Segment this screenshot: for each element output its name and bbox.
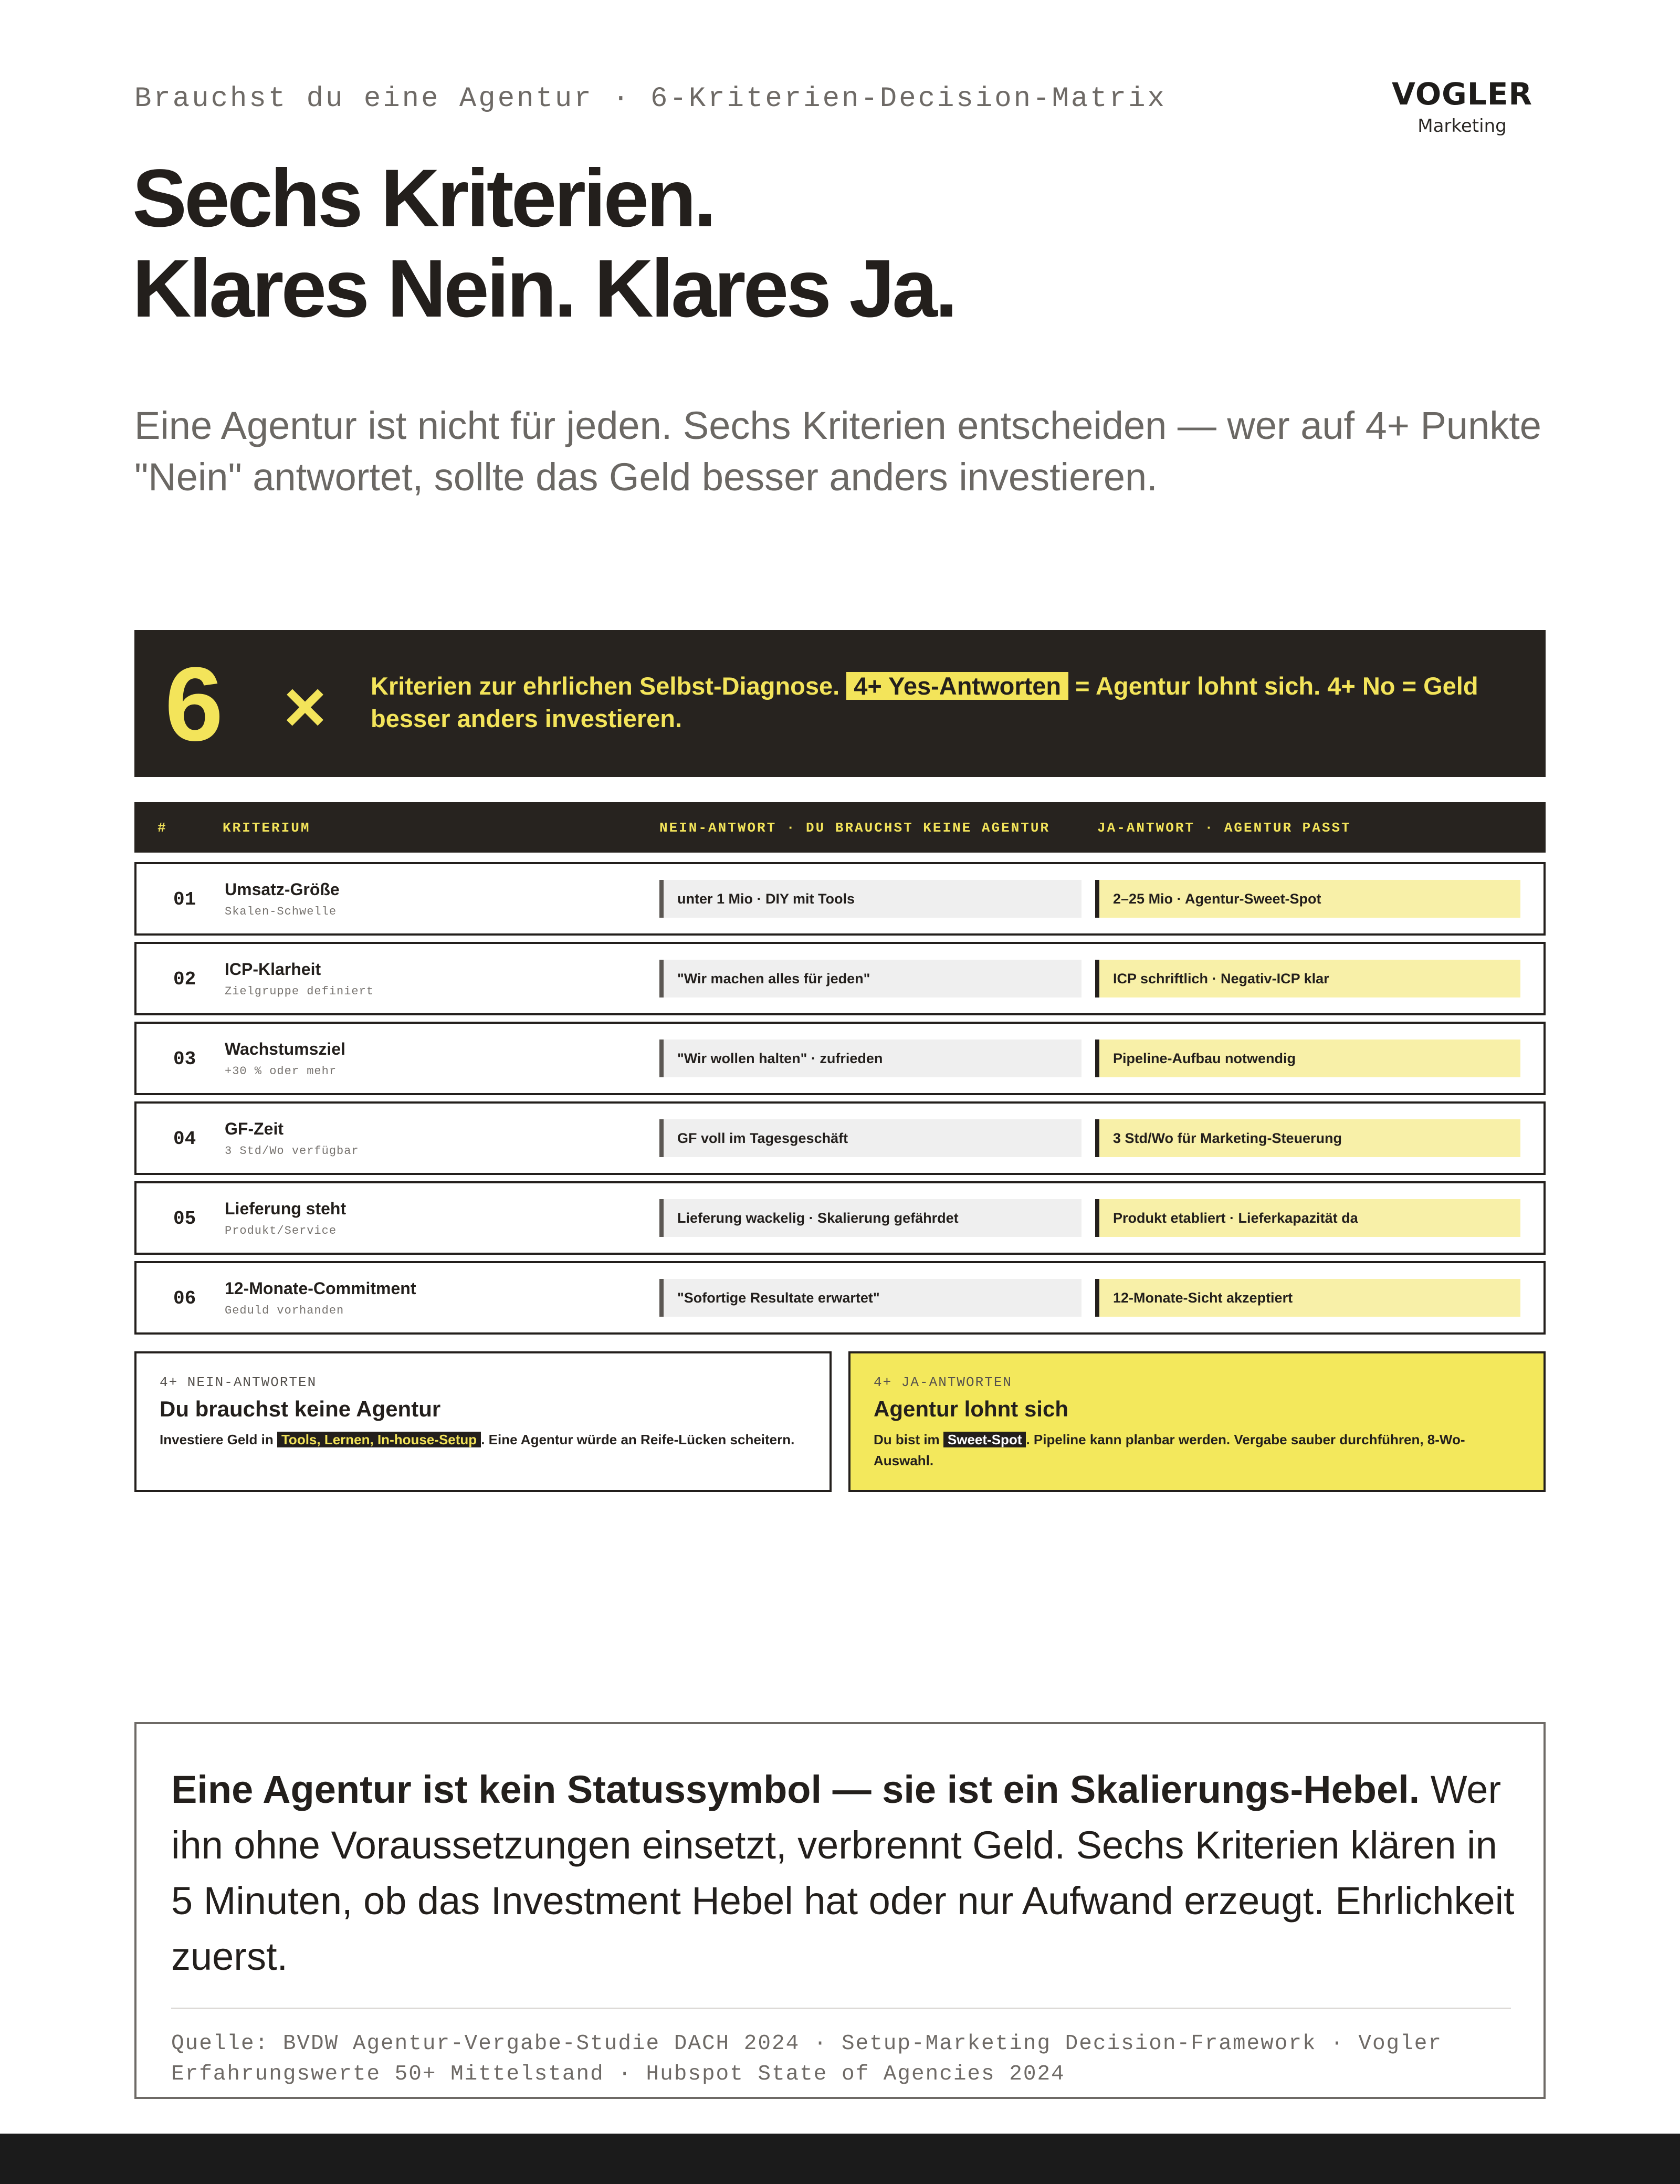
row-number: 05 xyxy=(173,1208,196,1230)
row-subtitle: Geduld vorhanden xyxy=(225,1304,344,1317)
times-icon: × xyxy=(284,665,327,748)
result-no-kicker: 4+ NEIN-ANTWORTEN xyxy=(160,1374,317,1390)
yes-answer-cell: 2–25 Mio · Agentur-Sweet-Spot xyxy=(1095,880,1520,918)
no-answer-cell: unter 1 Mio · DIY mit Tools xyxy=(659,880,1082,918)
yes-answer-cell: Pipeline-Aufbau notwendig xyxy=(1095,1040,1520,1077)
row-number: 03 xyxy=(173,1048,196,1070)
page-title xyxy=(132,153,955,334)
source-note: Quelle: BVDW Agentur-Vergabe-Studie DACH 2024 · Setup-Marketing Decision-Framework · Vogler Erfahrungswerte 50+ Mittelstand · Hubspot State of Agencies 2024 xyxy=(171,2032,1442,2086)
row-number: 01 xyxy=(173,889,196,910)
criteria-banner xyxy=(134,630,1546,777)
lead-paragraph: Eine Agentur ist nicht für jeden. Sechs Kriterien entscheiden — wer auf 4+ Punkte "Nein" antwortet, sollte das Geld besser anders investieren. xyxy=(134,404,1541,499)
result-yes-body xyxy=(874,1429,1520,1471)
header-no: NEIN-ANTWORT · DU BRAUCHST KEINE AGENTUR xyxy=(659,820,1051,836)
brand-logo xyxy=(1376,76,1549,136)
logo-wordmark: VOGLER xyxy=(1391,76,1533,112)
row-subtitle: 3 Std/Wo verfügbar xyxy=(225,1144,359,1158)
result-card-yes xyxy=(848,1351,1546,1492)
table-row xyxy=(134,862,1546,936)
result-no-body xyxy=(160,1429,806,1450)
row-number: 06 xyxy=(173,1288,196,1309)
quote-divider xyxy=(171,2008,1511,2009)
quote-rest: Wer ihn ohne Voraussetzungen einsetzt, verbrennt Geld. Sechs Kriterien klären in 5 Minuten, ob das Investment Hebel hat oder nur Aufwand erzeugt. Ehrlichkeit zuerst. xyxy=(171,1768,1515,1978)
footer-bar xyxy=(0,2134,1680,2184)
no-answer-cell: "Sofortige Resultate erwartet" xyxy=(659,1279,1082,1317)
yes-answer-cell: Produkt etabliert · Lieferkapazität da xyxy=(1095,1199,1520,1237)
result-yes-body-before: Du bist im xyxy=(874,1432,943,1447)
title-line-2: Klares Nein. Klares Ja. xyxy=(132,243,956,334)
row-subtitle: Produkt/Service xyxy=(225,1224,337,1237)
no-answer-cell: GF voll im Tagesgeschäft xyxy=(659,1119,1082,1157)
table-row xyxy=(134,942,1546,1015)
row-title: Lieferung steht xyxy=(225,1199,346,1218)
row-title: Umsatz-Größe xyxy=(225,880,340,899)
result-no-body-after: . Eine Agentur würde an Reife-Lücken scheitern. xyxy=(481,1432,795,1447)
quote-strong: Eine Agentur ist kein Statussymbol — sie ist ein Skalierungs-Hebel. xyxy=(171,1768,1420,1811)
banner-number: 6 xyxy=(165,646,224,763)
no-answer-cell: "Wir machen alles für jeden" xyxy=(659,960,1082,998)
row-subtitle: +30 % oder mehr xyxy=(225,1065,337,1078)
row-number: 02 xyxy=(173,969,196,990)
header-yes: JA-ANTWORT · AGENTUR PASST xyxy=(1097,820,1351,836)
result-no-title: Du brauchst keine Agentur xyxy=(160,1396,441,1421)
no-answer-cell: Lieferung wackelig · Skalierung gefährdet xyxy=(659,1199,1082,1237)
quote-box xyxy=(134,1722,1546,2099)
yes-answer-cell: 12-Monate-Sicht akzeptiert xyxy=(1095,1279,1520,1317)
row-title: ICP-Klarheit xyxy=(225,960,321,979)
table-row xyxy=(134,1261,1546,1335)
result-no-highlight: Tools, Lernen, In-house-Setup xyxy=(277,1432,481,1447)
banner-text-before: Kriterien zur ehrlichen Selbst-Diagnose. xyxy=(371,672,840,700)
table-row xyxy=(134,1181,1546,1255)
page-kicker: Brauchst du eine Agentur · 6-Kriterien-Decision-Matrix xyxy=(134,83,1167,115)
row-subtitle: Skalen-Schwelle xyxy=(225,905,337,918)
header-criterion: KRITERIUM xyxy=(223,820,311,836)
result-yes-highlight: Sweet-Spot xyxy=(943,1432,1026,1447)
row-number: 04 xyxy=(173,1128,196,1150)
header-num: # xyxy=(158,820,167,836)
row-title: Wachstumsziel xyxy=(225,1040,345,1058)
result-yes-body-after: . Pipeline kann planbar werden. Vergabe sauber durchführen, 8-Wo-Auswahl. xyxy=(874,1432,1465,1468)
result-no-body-before: Investiere Geld in xyxy=(160,1432,277,1447)
table-header xyxy=(134,802,1546,853)
table-row xyxy=(134,1022,1546,1095)
row-title: 12-Monate-Commitment xyxy=(225,1279,416,1298)
row-subtitle: Zielgruppe definiert xyxy=(225,985,374,998)
title-line-1: Sechs Kriterien. xyxy=(132,153,714,244)
row-title: GF-Zeit xyxy=(225,1119,284,1138)
yes-answer-cell: 3 Std/Wo für Marketing-Steuerung xyxy=(1095,1119,1520,1157)
no-answer-cell: "Wir wollen halten" · zufrieden xyxy=(659,1040,1082,1077)
quote-text xyxy=(171,1762,1515,1984)
banner-text xyxy=(371,670,1505,735)
result-yes-kicker: 4+ JA-ANTWORTEN xyxy=(874,1374,1013,1390)
table-row xyxy=(134,1101,1546,1175)
result-yes-title: Agentur lohnt sich xyxy=(874,1396,1068,1421)
yes-answer-cell: ICP schriftlich · Negativ-ICP klar xyxy=(1095,960,1520,998)
banner-text-after: = Agentur lohnt sich. 4+ No = Geld besser anders investieren. xyxy=(371,672,1478,732)
banner-highlight: 4+ Yes-Antworten xyxy=(846,672,1068,700)
logo-subtitle: Marketing xyxy=(1418,116,1507,136)
result-card-no xyxy=(134,1351,832,1492)
